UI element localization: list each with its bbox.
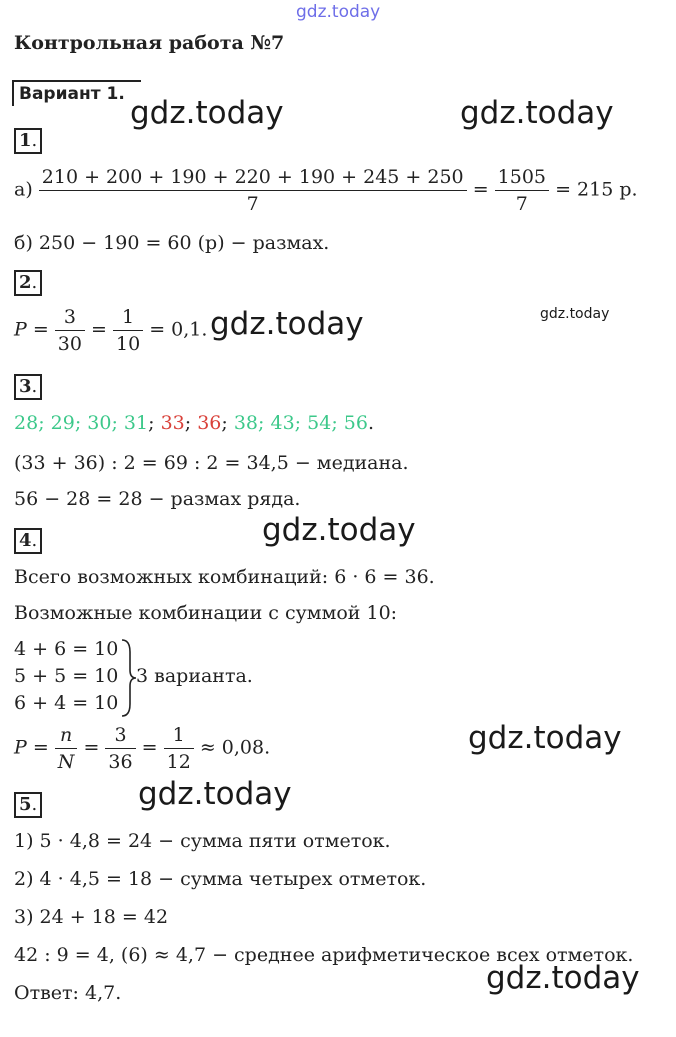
task-number-5: 5. bbox=[14, 792, 42, 818]
watermark: gdz.today bbox=[130, 95, 284, 131]
page-title: Контрольная работа №7 bbox=[14, 32, 285, 54]
task4-total: Всего возможных комбинаций: 6 · 6 = 36. bbox=[14, 566, 435, 588]
variant-label: Вариант 1. bbox=[12, 80, 141, 106]
fraction-1505-7: $\frac{1505}{7}$ bbox=[495, 164, 549, 217]
task5-line: 3) 24 + 18 = 42 bbox=[14, 906, 169, 928]
watermark: gdz.today bbox=[468, 720, 622, 756]
watermark: gdz.today bbox=[486, 960, 640, 996]
task4-combos-note: 3 варианта. bbox=[136, 665, 253, 687]
task3-median: (33 + 36) : 2 = 69 : 2 = 34,5 − медиана. bbox=[14, 452, 409, 474]
task3-range: 56 − 28 = 28 − размах ряда. bbox=[14, 488, 301, 510]
task4-formula: P = $\frac{n}{N}$ = $\frac{3}{36}$ = $\frac{1}{12}$ ≈ 0,08. bbox=[14, 724, 271, 773]
task1-line-a: а) $\frac{210 + 200 + 190 + 220 + 190 + 245 + 250}{7}$ = $\frac{1505}{7}$ = 215 р. bbox=[14, 166, 638, 215]
watermark-top: gdz.today bbox=[296, 2, 381, 22]
task2-formula: P = $\frac{3}{30}$ = $\frac{1}{10}$ = 0,1. bbox=[14, 306, 208, 355]
task4-combo: 6 + 4 = 10 bbox=[14, 692, 119, 714]
watermark: gdz.today bbox=[138, 776, 292, 812]
curly-brace bbox=[118, 638, 138, 718]
task1-line-b: б) 250 − 190 = 60 (р) − размах. bbox=[14, 232, 330, 254]
task4-combo: 4 + 6 = 10 bbox=[14, 638, 119, 660]
watermark: gdz.today bbox=[210, 306, 364, 342]
task3-series: 28; 29; 30; 31; 33; 36; 38; 43; 54; 56. bbox=[14, 412, 374, 434]
task4-subtitle: Возможные комбинации с суммой 10: bbox=[14, 602, 398, 624]
task-number-2: 2. bbox=[14, 270, 42, 296]
task4-combo: 5 + 5 = 10 bbox=[14, 665, 119, 687]
task-number-3: 3. bbox=[14, 374, 42, 400]
task5-line: 1) 5 · 4,8 = 24 − сумма пяти отметок. bbox=[14, 830, 391, 852]
task5-line: 2) 4 · 4,5 = 18 − сумма четырех отметок. bbox=[14, 868, 427, 890]
task-number-4: 4. bbox=[14, 528, 42, 554]
task5-answer: Ответ: 4,7. bbox=[14, 982, 122, 1004]
watermark-small: gdz.today bbox=[540, 306, 610, 322]
watermark: gdz.today bbox=[460, 95, 614, 131]
task-number-1: 1. bbox=[14, 128, 42, 154]
watermark: gdz.today bbox=[262, 512, 416, 548]
fraction-sum: $\frac{210 + 200 + 190 + 220 + 190 + 245 + 250}{7}$ bbox=[39, 164, 467, 217]
task5-line: 42 : 9 = 4, (6) ≈ 4,7 − среднее арифметическое всех отметок. bbox=[14, 944, 634, 966]
